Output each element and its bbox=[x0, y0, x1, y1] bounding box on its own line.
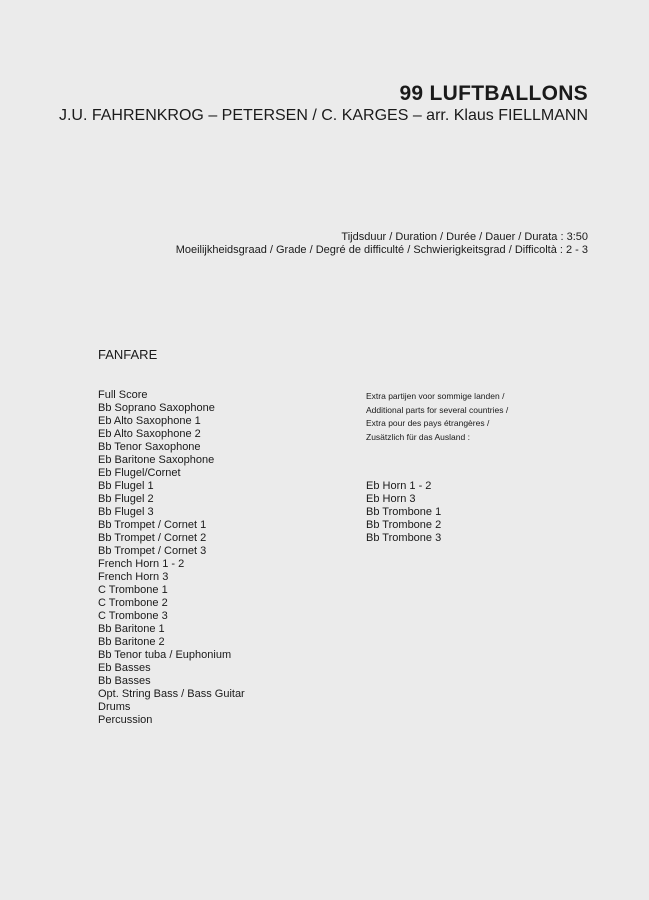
part-item: Bb Basses bbox=[98, 675, 151, 687]
part-item: Eb Alto Saxophone 1 bbox=[98, 415, 201, 427]
part-item: Eb Baritone Saxophone bbox=[98, 454, 215, 466]
extra-note-line: Zusätzlich für das Ausland : bbox=[366, 431, 470, 442]
part-item: Bb Flugel 3 bbox=[98, 506, 154, 518]
part-item: French Horn 1 - 2 bbox=[98, 558, 185, 570]
ensemble-heading: FANFARE bbox=[98, 347, 158, 362]
part-item: Opt. String Bass / Bass Guitar bbox=[98, 688, 245, 700]
part-item: Bb Baritone 2 bbox=[98, 636, 165, 648]
extra-parts-note bbox=[366, 390, 508, 444]
grade-info: Moeilijkheidsgraad / Grade / Degré de difficulté / Schwierigkeitsgrad / Difficoltà : 2 - 3 bbox=[175, 244, 588, 256]
part-item: Bb Tenor Saxophone bbox=[98, 441, 201, 453]
extra-note-line: Extra pour des pays étrangères / bbox=[366, 418, 490, 428]
extra-note-line: Additional parts for several countries / bbox=[366, 404, 509, 415]
part-item: Bb Flugel 1 bbox=[98, 480, 154, 492]
part-item: Bb Trompet / Cornet 2 bbox=[98, 532, 207, 544]
extra-part-item: Eb Horn 3 bbox=[366, 493, 416, 505]
part-item: Eb Flugel/Cornet bbox=[98, 467, 181, 479]
part-item: Bb Baritone 1 bbox=[98, 623, 165, 635]
extra-part-item: Eb Horn 1 - 2 bbox=[366, 480, 432, 492]
extra-parts-list bbox=[366, 480, 441, 545]
part-item: Eb Alto Saxophone 2 bbox=[98, 428, 201, 440]
part-item: Bb Trompet / Cornet 3 bbox=[98, 545, 207, 557]
extra-note-line: Extra partijen voor sommige landen / bbox=[366, 391, 505, 401]
part-item: Percussion bbox=[98, 714, 153, 726]
part-item: Full Score bbox=[98, 389, 148, 401]
extra-part-item: Bb Trombone 1 bbox=[366, 506, 442, 518]
part-item: Bb Tenor tuba / Euphonium bbox=[98, 649, 232, 661]
part-item: Bb Flugel 2 bbox=[98, 493, 154, 505]
part-item: Bb Trompet / Cornet 1 bbox=[98, 519, 207, 531]
part-item: C Trombone 2 bbox=[98, 597, 168, 609]
part-item: C Trombone 3 bbox=[98, 610, 168, 622]
part-item: Drums bbox=[98, 701, 131, 713]
duration-info: Tijdsduur / Duration / Durée / Dauer / Durata : 3:50 bbox=[341, 231, 588, 243]
extra-part-item: Bb Trombone 2 bbox=[366, 519, 442, 531]
parts-list bbox=[98, 389, 245, 727]
page-title: 99 LUFTBALLONS bbox=[399, 82, 588, 105]
part-item: French Horn 3 bbox=[98, 571, 169, 583]
part-item: Eb Basses bbox=[98, 662, 151, 674]
extra-part-item: Bb Trombone 3 bbox=[366, 532, 442, 544]
part-item: C Trombone 1 bbox=[98, 584, 168, 596]
part-item: Bb Soprano Saxophone bbox=[98, 402, 215, 414]
composer-credits: J.U. FAHRENKROG – PETERSEN / C. KARGES – arr. Klaus FIELLMANN bbox=[58, 107, 588, 124]
